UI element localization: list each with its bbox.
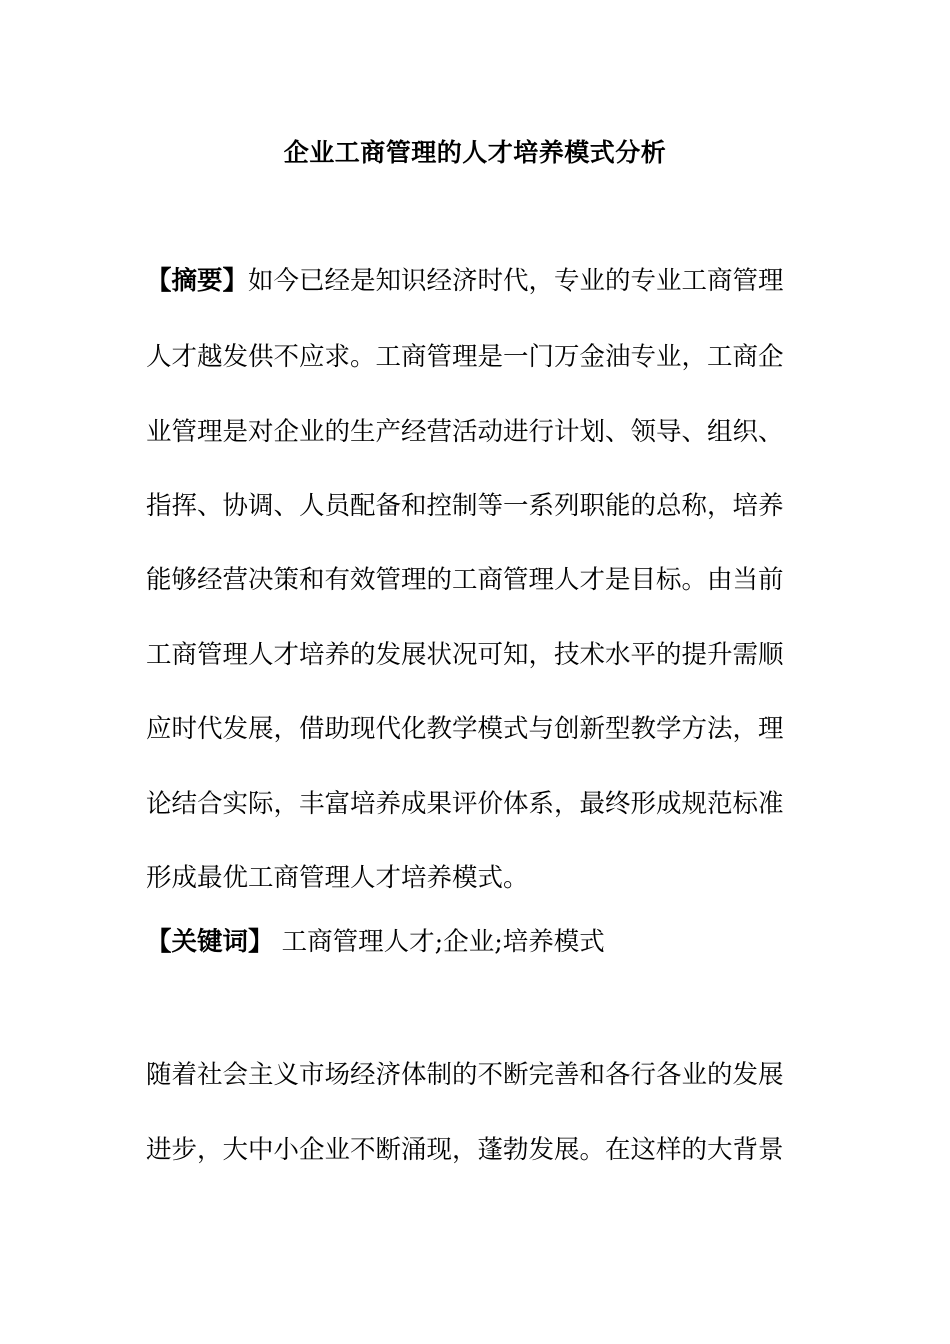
keywords-line <box>146 925 806 959</box>
abstract-line: 业管理是对企业的生产经营活动进行计划、领导、组织、 <box>146 417 784 447</box>
abstract-line: 工商管理人才培养的发展状况可知，技术水平的提升需顺 <box>146 640 784 670</box>
abstract-line: 论结合实际，丰富培养成果评价体系，最终形成规范标准 <box>146 789 784 819</box>
abstract-line: 指挥、协调、人员配备和控制等一系列职能的总称，培养 <box>146 491 784 521</box>
document-title: 企业工商管理的人才培养模式分析 <box>283 138 667 167</box>
abstract-line: 人才越发供不应求。工商管理是一门万金油专业，工商企 <box>146 342 784 372</box>
keywords-text: 工商管理人才;企业;培养模式 <box>273 927 605 957</box>
abstract-line <box>146 264 806 298</box>
abstract-line: 能够经营决策和有效管理的工商管理人才是目标。由当前 <box>146 565 784 595</box>
abstract-label: 【摘要】 <box>146 266 249 296</box>
abstract-line: 应时代发展，借助现代化教学模式与创新型教学方法，理 <box>146 714 784 744</box>
abstract-line: 形成最优工商管理人才培养模式。 <box>146 863 529 893</box>
body-line: 随着社会主义市场经济体制的不断完善和各行各业的发展 <box>146 1060 784 1090</box>
body-line: 进步，大中小企业不断涌现，蓬勃发展。在这样的大背景 <box>146 1135 784 1165</box>
abstract-text: 如今已经是知识经济时代，专业的专业工商管理 <box>248 266 784 296</box>
keywords-label: 【关键词】 <box>146 927 274 957</box>
